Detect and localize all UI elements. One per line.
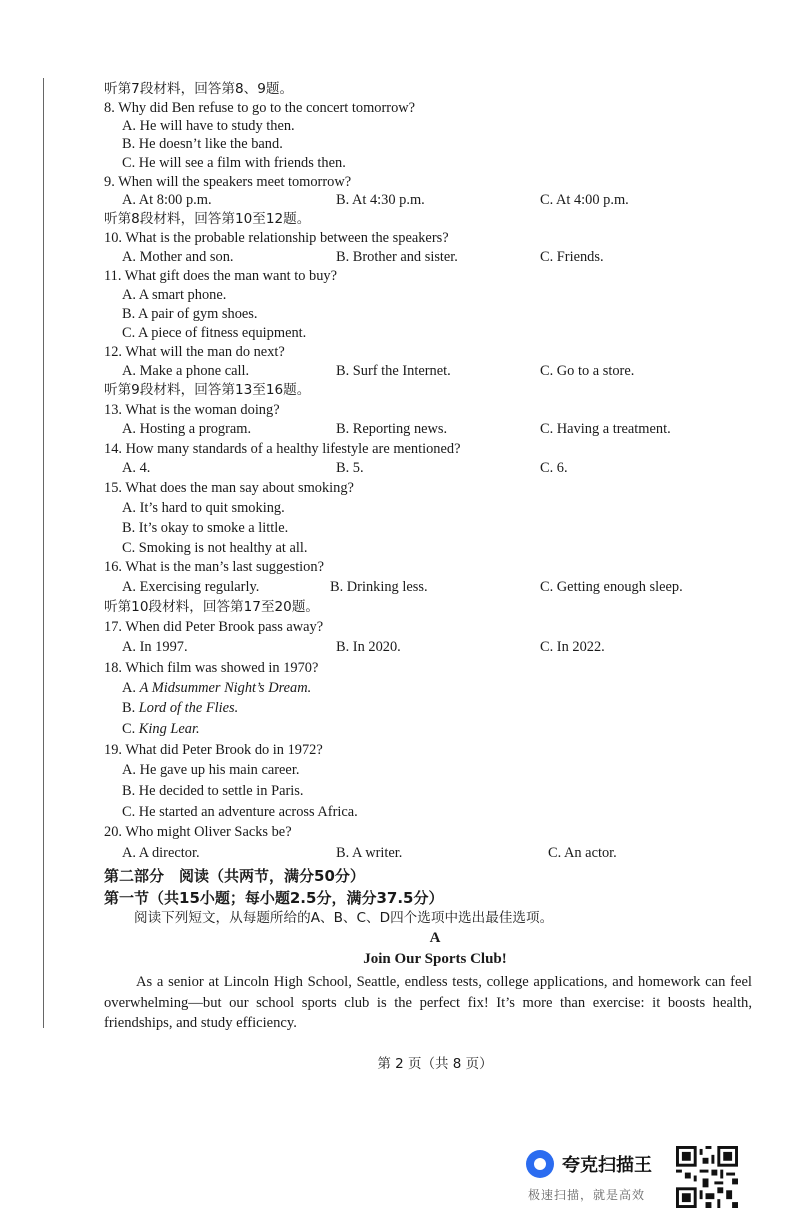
- option-b: B. He doesn’t like the band.: [122, 136, 283, 152]
- option-a: A. Hosting a program.: [122, 421, 252, 437]
- question-stem: 19. What did Peter Brook do in 1972?: [104, 742, 323, 758]
- option-c: C. In 2022.: [540, 639, 605, 655]
- film-title: King Lear.: [138, 721, 200, 737]
- option-a: A. In 1997.: [122, 639, 188, 655]
- option-b: B. He decided to settle in Paris.: [122, 783, 304, 799]
- option-c: C. Friends.: [540, 249, 604, 265]
- option-a: A. At 8:00 p.m.: [122, 192, 212, 208]
- section-instruction: 听第10段材料，回答第17至20题。: [104, 599, 320, 615]
- film-title: Lord of the Flies.: [138, 700, 239, 716]
- watermark-brand: 夸克扫描王: [562, 1155, 652, 1176]
- question-stem: 8. Why did Ben refuse to go to the concert tomorrow?: [104, 100, 416, 116]
- option-a: A. He gave up his main career.: [122, 762, 300, 778]
- question-stem: 16. What is the man’s last suggestion?: [104, 559, 324, 575]
- passage-title: Join Our Sports Club!: [363, 951, 507, 967]
- option-b: B. A writer.: [336, 845, 403, 861]
- option-c: C. A piece of fitness equipment.: [122, 325, 307, 341]
- question-stem: 10. What is the probable relationship between the speakers?: [104, 230, 449, 246]
- question-stem: 15. What does the man say about smoking?: [104, 480, 354, 496]
- option-c: C. An actor.: [548, 845, 617, 861]
- option-a: A. Mother and son.: [122, 249, 234, 265]
- question-stem: 9. When will the speakers meet tomorrow?: [104, 174, 352, 190]
- question-stem: 12. What will the man do next?: [104, 344, 285, 360]
- option-c: C. 6.: [540, 460, 568, 476]
- option-b: B. A pair of gym shoes.: [122, 306, 258, 322]
- option-b: B. Drinking less.: [330, 579, 428, 595]
- option-letter: A.: [122, 680, 140, 696]
- passage-paragraph: As a senior at Lincoln High School, Seattle, endless tests, college applications, and homework can feel overwhelming—but our school sports club is the perfect fix! It’s more than exercise: it boosts health, friendships, and study efficiency.: [104, 974, 752, 1031]
- option-a: A. Make a phone call.: [122, 363, 250, 379]
- option-a: A. A director.: [122, 845, 200, 861]
- part-title: 第二部分 阅读（共两节，满分50分）: [104, 867, 365, 885]
- qr-code-icon: [676, 1146, 738, 1208]
- option-a: A. A smart phone.: [122, 287, 227, 303]
- option-b: [122, 699, 238, 717]
- option-b: B. Reporting news.: [336, 421, 448, 437]
- question-stem: 14. How many standards of a healthy lifestyle are mentioned?: [104, 441, 461, 457]
- question-stem: 11. What gift does the man want to buy?: [104, 268, 337, 284]
- option-b: B. Brother and sister.: [336, 249, 458, 265]
- option-a: [122, 679, 311, 697]
- option-c: C. He will see a film with friends then.: [122, 155, 346, 171]
- section-instruction: 听第7段材料，回答第8、9题。: [104, 81, 294, 97]
- option-b: B. 5.: [336, 460, 364, 476]
- option-c: C. Go to a store.: [540, 363, 635, 379]
- question-stem: 17. When did Peter Brook pass away?: [104, 619, 324, 635]
- option-c: C. Smoking is not healthy at all.: [122, 540, 308, 556]
- option-c: C. Having a treatment.: [540, 421, 671, 437]
- option-b: B. It’s okay to smoke a little.: [122, 520, 289, 536]
- question-stem: 20. Who might Oliver Sacks be?: [104, 824, 292, 840]
- option-letter: B.: [122, 700, 139, 716]
- film-title: A Midsummer Night’s Dream.: [139, 680, 312, 696]
- option-c: [122, 720, 200, 738]
- option-b: B. In 2020.: [336, 639, 401, 655]
- page-number: 第 2 页（共 8 页）: [377, 1056, 493, 1072]
- section-title: 第一节（共15小题；每小题2.5分，满分37.5分）: [104, 889, 444, 907]
- question-stem: 18. Which film was showed in 1970?: [104, 660, 319, 676]
- section-instruction: 听第9段材料，回答第13至16题。: [104, 382, 311, 398]
- option-a: A. Exercising regularly.: [122, 579, 260, 595]
- option-a: A. He will have to study then.: [122, 118, 295, 134]
- question-stem: 13. What is the woman doing?: [104, 402, 280, 418]
- option-c: C. Getting enough sleep.: [540, 579, 683, 595]
- margin-line: [43, 78, 44, 1028]
- option-c: C. At 4:00 p.m.: [540, 192, 629, 208]
- option-c: C. He started an adventure across Africa.: [122, 804, 358, 820]
- option-b: B. Surf the Internet.: [336, 363, 451, 379]
- scanner-watermark: [526, 1146, 776, 1206]
- passage-letter: A: [429, 930, 441, 946]
- section-instruction: 听第8段材料，回答第10至12题。: [104, 211, 311, 227]
- watermark-slogan: 极速扫描，就是高效: [528, 1188, 646, 1202]
- reading-instruction: 阅读下列短文，从每题所给的A、B、C、D四个选项中选出最佳选项。: [134, 910, 554, 926]
- scanner-logo-icon: [526, 1150, 554, 1178]
- option-b: B. At 4:30 p.m.: [336, 192, 425, 208]
- option-a: A. It’s hard to quit smoking.: [122, 500, 285, 516]
- option-letter: C.: [122, 721, 139, 737]
- option-a: A. 4.: [122, 460, 151, 476]
